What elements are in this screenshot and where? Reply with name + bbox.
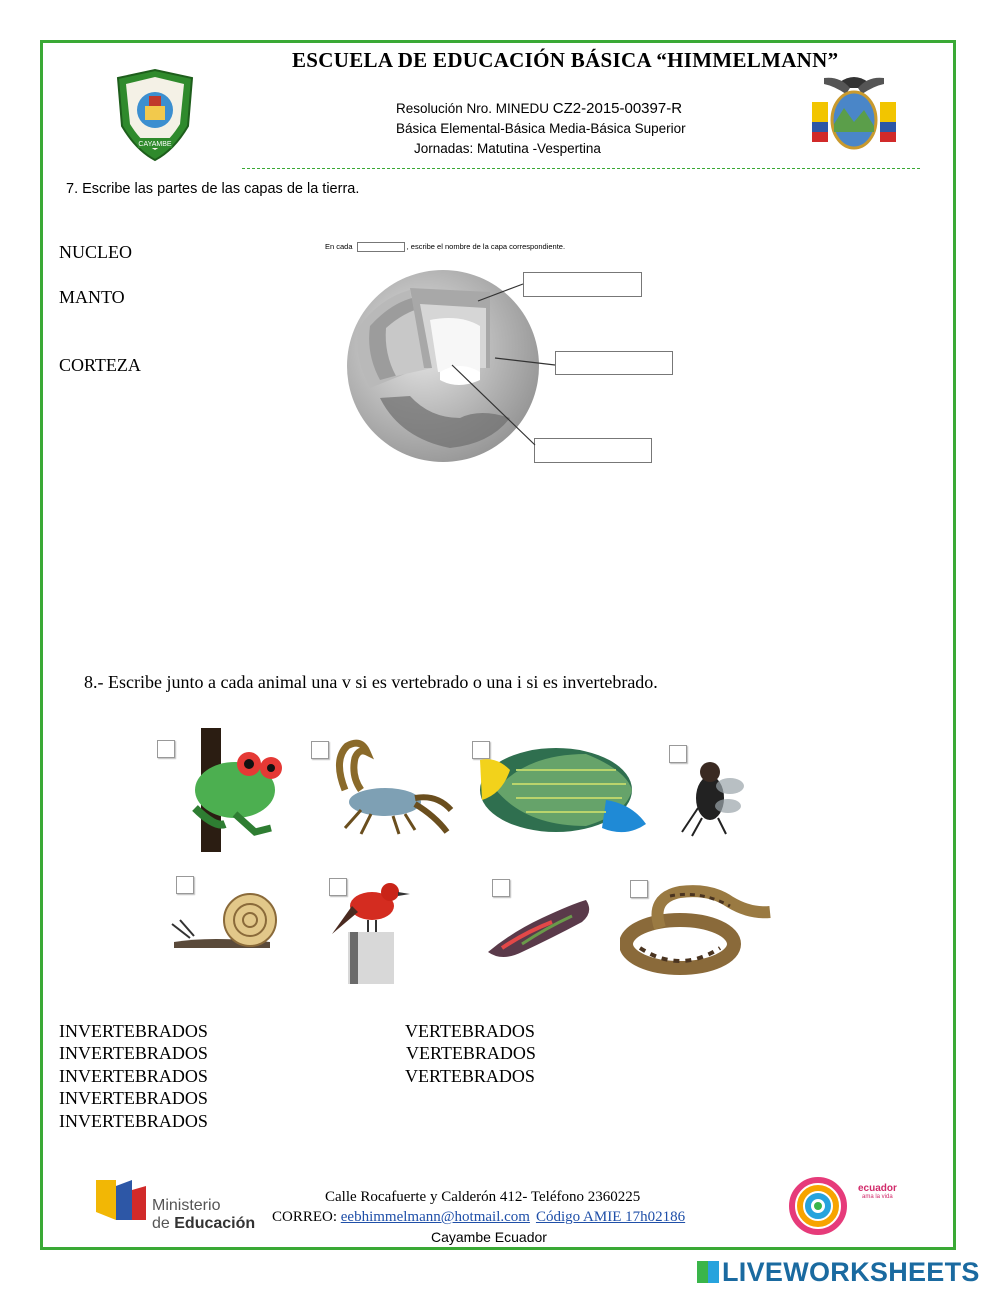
ecuador-coat-of-arms-icon xyxy=(810,72,898,156)
ecuador-brand-tagline: ama la vida xyxy=(862,1194,893,1200)
levels-line: Básica Elemental-Básica Media-Básica Superior xyxy=(396,121,686,136)
inv-line-5: INVERTEBRADOS xyxy=(59,1111,208,1131)
snail-icon xyxy=(170,890,282,950)
diagram-pointer-lines xyxy=(440,270,570,460)
amie-code: Código AMIE 17h02186 xyxy=(535,1209,686,1225)
header-divider xyxy=(242,168,920,169)
inv-line-1: INVERTEBRADOS xyxy=(59,1021,208,1041)
email-label: CORREO: xyxy=(272,1209,341,1225)
svg-text:CAYAMBE: CAYAMBE xyxy=(138,141,172,148)
bird-icon xyxy=(328,872,416,984)
question-7-prompt: 7. Escribe las partes de las capas de la tierra. xyxy=(66,181,360,197)
ecuador-brand-swirl-icon xyxy=(780,1176,860,1236)
email-link[interactable]: eebhimmelmann@hotmail.com xyxy=(340,1209,530,1225)
shifts-line: Jornadas: Matutina -Vespertina xyxy=(414,141,601,156)
instruction-box-sample xyxy=(357,242,405,252)
diagram-instruction-a: En cada xyxy=(325,242,353,251)
inv-line-4: INVERTEBRADOS xyxy=(59,1088,208,1108)
ministry-logo-icon xyxy=(94,1176,148,1226)
caterpillar-icon xyxy=(482,892,594,962)
footer-city: Cayambe Ecuador xyxy=(431,1229,547,1245)
layer-label-manto: MANTO xyxy=(59,287,125,307)
vert-line-2: VERTEBRADOS xyxy=(406,1043,536,1063)
school-title: ESCUELA DE EDUCACIÓN BÁSICA “HIMMELMANN” xyxy=(292,48,839,72)
liveworksheets-watermark xyxy=(697,1257,980,1288)
scorpion-icon xyxy=(315,736,455,840)
answer-box-manto[interactable] xyxy=(555,351,673,375)
layer-label-nucleo: NUCLEO xyxy=(59,242,132,262)
question-8-prompt: 8.- Escribe junto a cada animal una v si es vertebrado o una i si es invertebrado. xyxy=(84,672,658,692)
school-crest-logo xyxy=(114,68,196,162)
ministry-name xyxy=(152,1197,255,1233)
watermark-text: LIVEWORKSHEETS xyxy=(722,1257,980,1287)
diagram-instruction-b: , escribe el nombre de la capa correspondiente. xyxy=(406,242,566,251)
layer-label-corteza: CORTEZA xyxy=(59,355,141,375)
ministry-line-2a: de xyxy=(152,1215,175,1232)
snake-icon xyxy=(620,878,774,976)
footer-contact xyxy=(272,1209,685,1226)
inv-line-3: INVERTEBRADOS xyxy=(59,1066,208,1086)
resolution-line xyxy=(396,100,682,117)
fly-icon xyxy=(676,748,748,838)
ecuador-brand-text: ecuador xyxy=(858,1183,897,1194)
vert-line-3: VERTEBRADOS xyxy=(405,1066,535,1086)
resolution-prefix: Resolución Nro. MINEDU xyxy=(396,101,553,116)
checkbox-frog[interactable] xyxy=(157,740,175,758)
ministry-line-2b: Educación xyxy=(174,1215,256,1232)
inv-line-2: INVERTEBRADOS xyxy=(59,1043,208,1063)
ministry-line-1: Ministerio xyxy=(152,1197,221,1214)
ministry-line-2 xyxy=(152,1215,255,1233)
diagram-instruction xyxy=(325,242,565,252)
liveworksheets-logo-icon xyxy=(697,1261,719,1283)
footer-address: Calle Rocafuerte y Calderón 412- Teléfono 2360225 xyxy=(325,1189,641,1205)
fish-icon xyxy=(476,740,652,844)
resolution-code: CZ2-2015-00397-R xyxy=(552,100,683,117)
vert-line-1: VERTEBRADOS xyxy=(405,1021,535,1041)
frog-icon xyxy=(175,728,290,852)
